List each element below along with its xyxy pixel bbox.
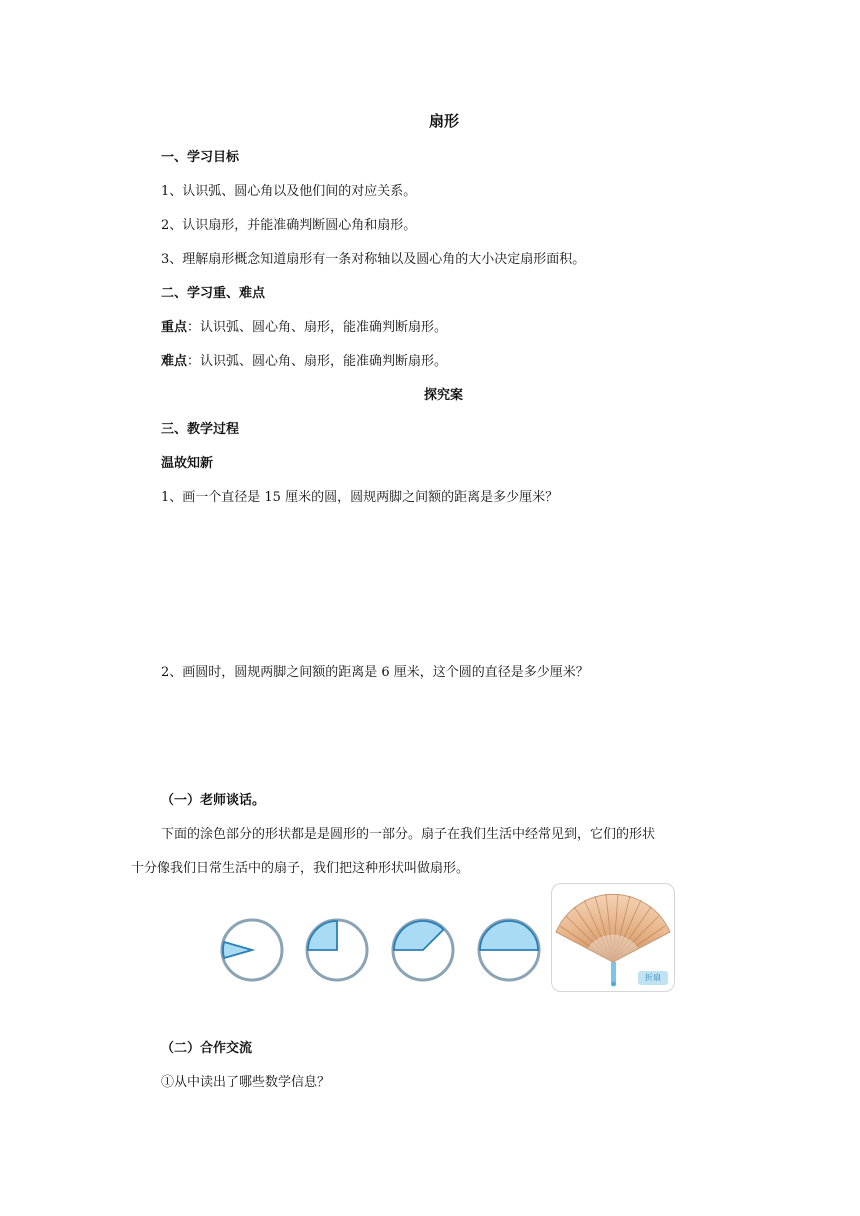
review-heading: 温故知新 <box>161 456 214 471</box>
goal-item-3: 3、理解扇形概念知道扇形有一条对称轴以及圆心角的大小决定扇形面积。 <box>161 252 586 267</box>
difficult-point-label: 难点 <box>161 354 188 369</box>
section-heading-process: 三、教学过程 <box>161 422 240 437</box>
difficult-point-line <box>161 350 447 369</box>
goal-item-2: 2、认识扇形，并能准确判断圆心角和扇形。 <box>161 218 417 233</box>
key-point-label: 重点 <box>161 320 188 335</box>
question-1: 1、画一个直径是 15 厘米的圆，圆规两脚之间额的距离是多少厘米？ <box>161 490 559 505</box>
sector-figure-180deg <box>477 918 541 982</box>
sector-figure-30deg <box>220 918 284 982</box>
paragraph-line-2: 十分像我们日常生活中的扇子，我们把这种形状叫做扇形。 <box>131 861 470 876</box>
sector-figure-135deg <box>391 918 455 982</box>
goal-item-1: 1、认识弧、圆心角以及他们间的对应关系。 <box>161 184 417 199</box>
paragraph-line-1: 下面的涂色部分的形状都是是圆形的一部分。扇子在我们生活中经常见到，它们的形状 <box>161 827 656 842</box>
key-point-line <box>161 316 447 335</box>
question-2: 2、画圆时，圆规两脚之间额的距离是 6 厘米，这个圆的直径是多少厘米？ <box>161 665 589 680</box>
subsection-heading-cooperation: （二）合作交流 <box>161 1041 253 1056</box>
explore-heading: 探究案 <box>424 388 464 403</box>
page-title: 扇形 <box>429 112 460 130</box>
sector-figure-90deg <box>305 918 369 982</box>
key-point-text: ：认识弧、圆心角、扇形，能准确判断扇形。 <box>187 320 448 335</box>
difficult-point-text: ：认识弧、圆心角、扇形，能准确判断扇形。 <box>187 354 448 369</box>
section-heading-keypoints: 二、学习重、难点 <box>161 286 266 301</box>
question-3: ①从中读出了哪些数学信息？ <box>161 1075 331 1090</box>
section-heading-goals: 一、学习目标 <box>161 150 240 165</box>
subsection-heading-teacher-talk: （一）老师谈话。 <box>161 793 266 808</box>
fan-label-badge: 折扇 <box>638 971 668 985</box>
folding-fan-image <box>551 883 675 992</box>
